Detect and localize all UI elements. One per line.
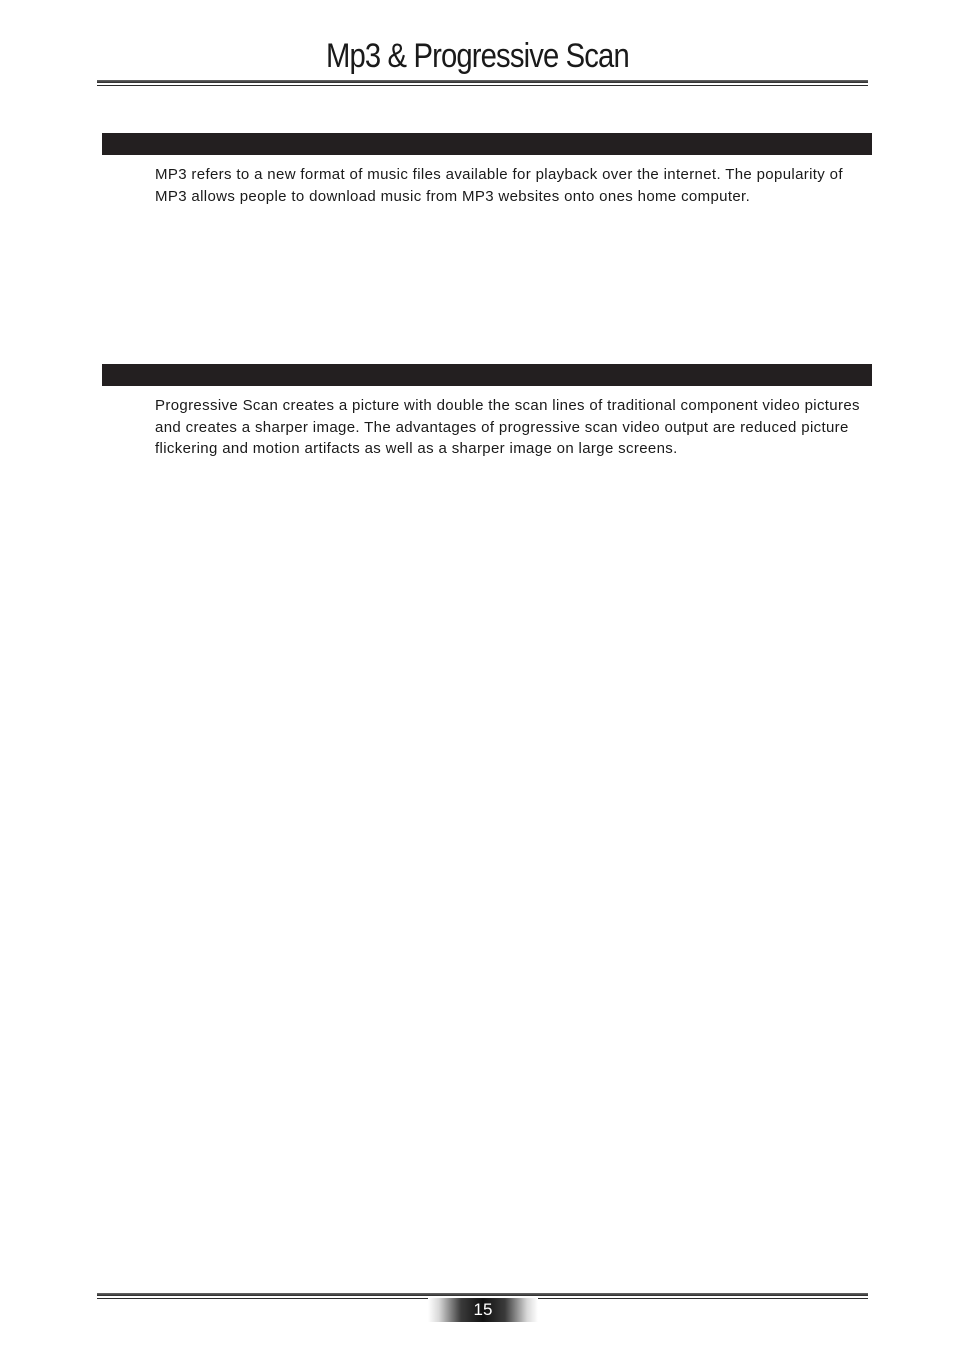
section-body-mp3: MP3 refers to a new format of music files available for playback over the internet. The popularity of MP3 allows people to download music from MP3 websites onto ones home computer.: [155, 166, 843, 205]
header-divider: [97, 80, 868, 87]
section-header-bar-progressive-scan: [102, 364, 872, 386]
page-title: Mp3 & Progressive Scan: [325, 37, 629, 75]
page-number: 15: [473, 1300, 493, 1319]
section-header-bar-mp3: [102, 133, 872, 155]
section-body-progressive-scan: Progressive Scan creates a picture with double the scan lines of traditional component video pictures and creates a sharper image. The advantages of progressive scan video output are reduced picture flickering and motion artifacts as well as a sharper image on large screens.: [155, 397, 860, 457]
